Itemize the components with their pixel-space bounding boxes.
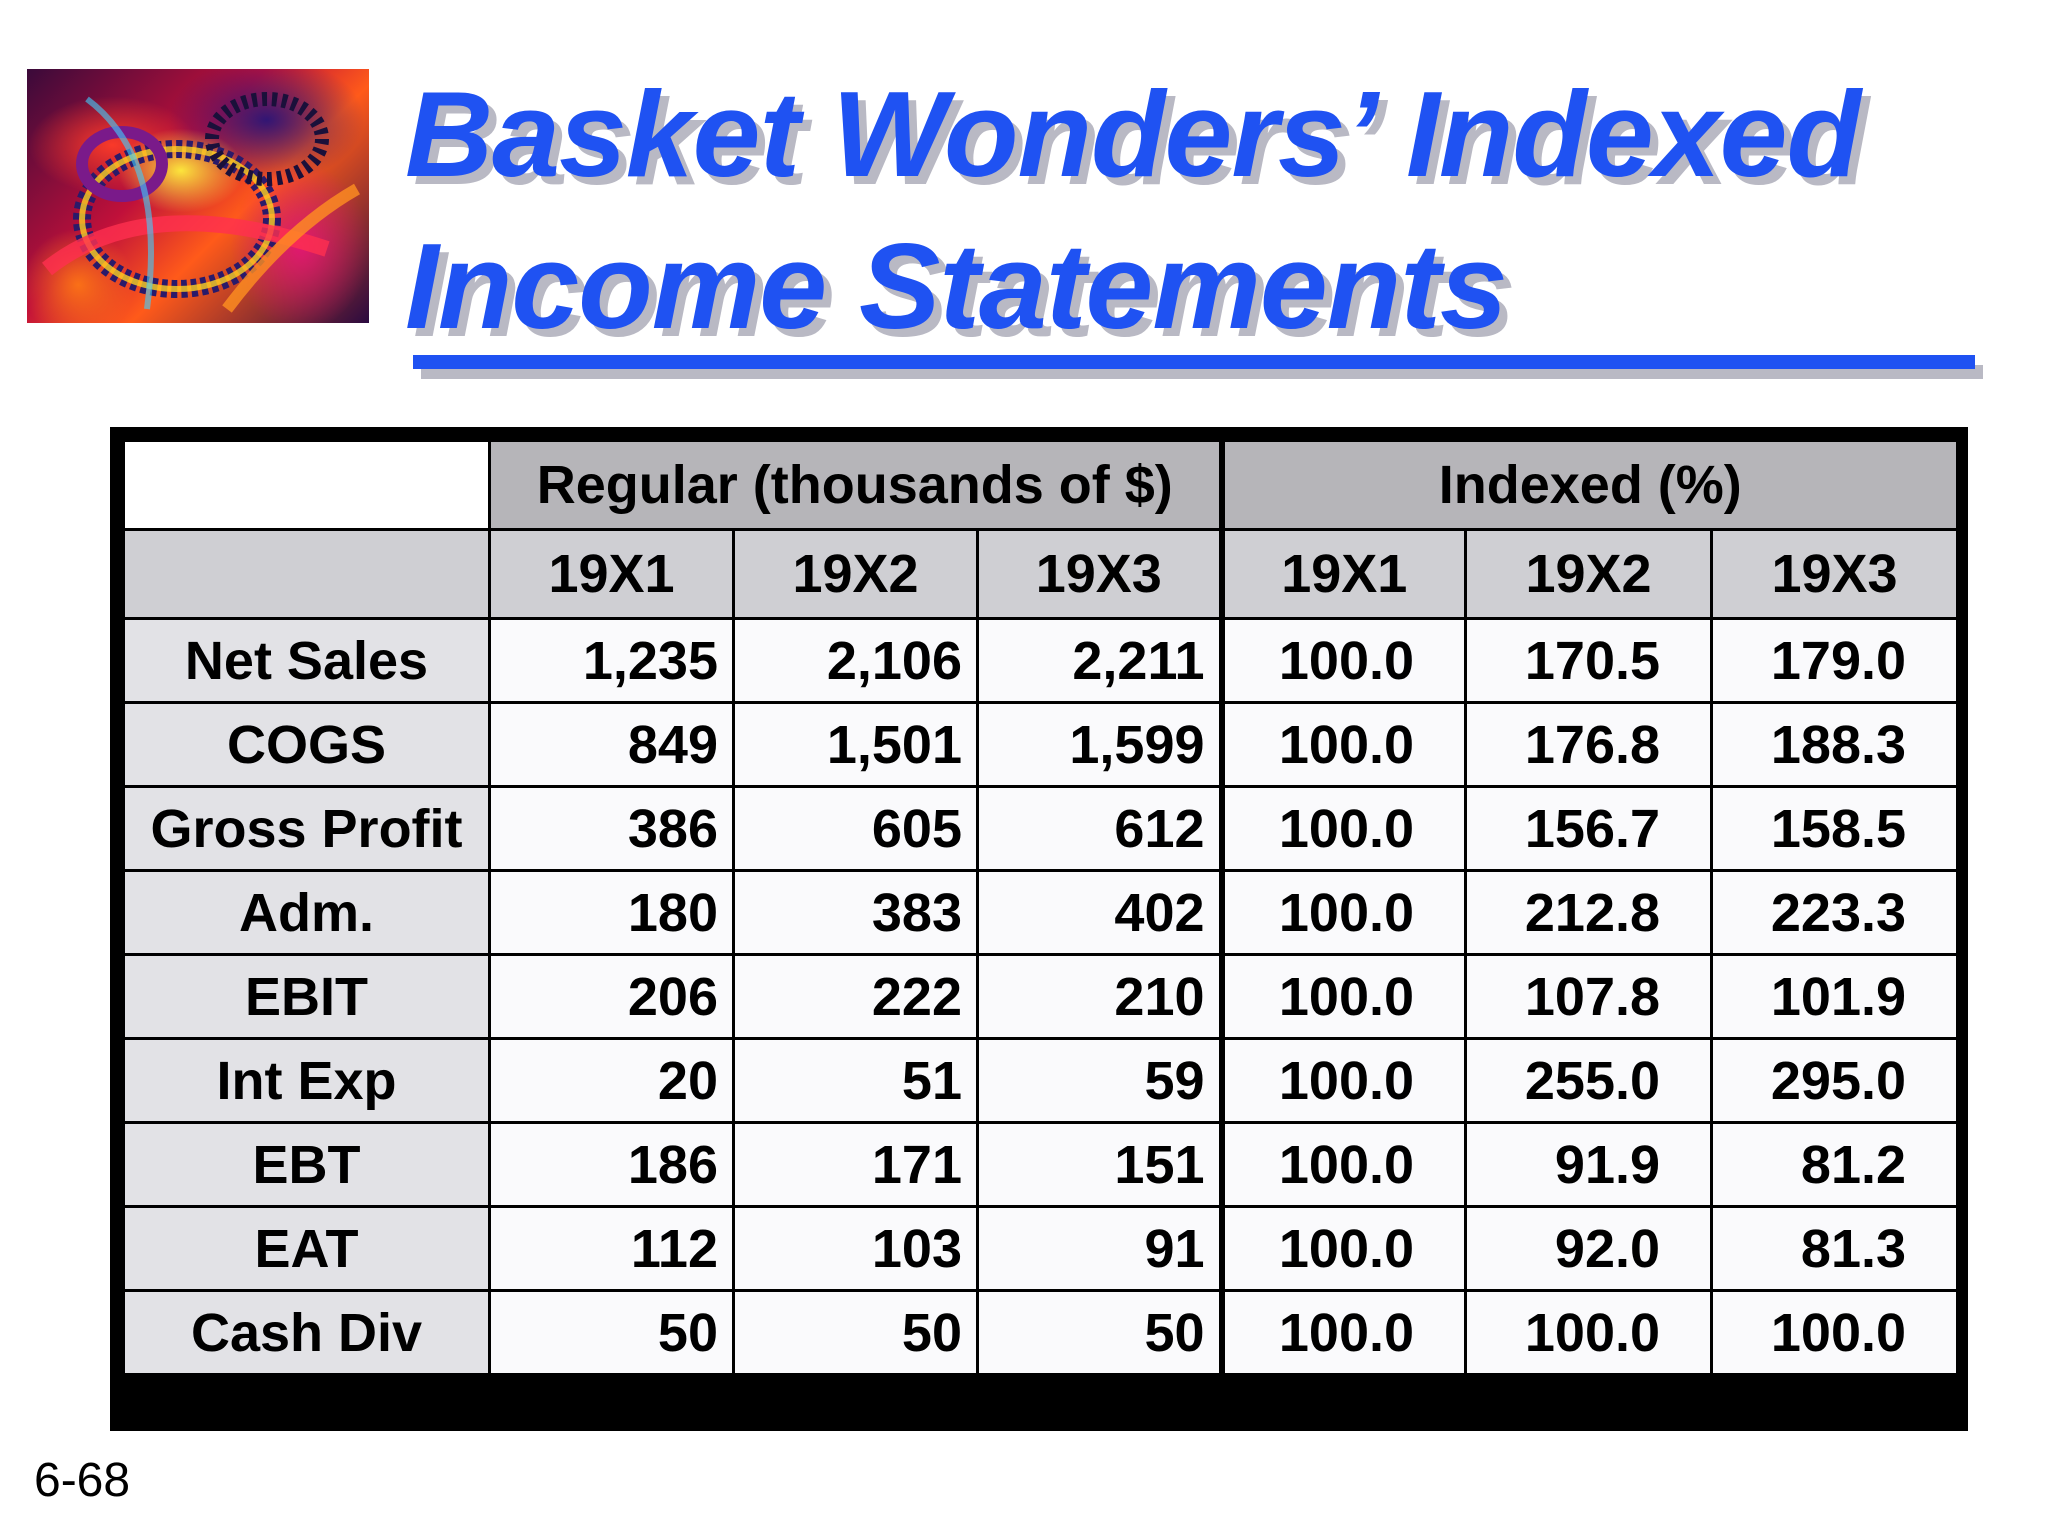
indexed-value: 81.2 [1712, 1123, 1958, 1207]
indexed-value: 156.7 [1466, 787, 1712, 871]
regular-value: 1,599 [978, 703, 1222, 787]
indexed-value: 107.8 [1466, 955, 1712, 1039]
regular-value: 91 [978, 1207, 1222, 1291]
regular-value: 50 [978, 1291, 1222, 1375]
regular-value: 50 [734, 1291, 978, 1375]
table-row [124, 787, 1958, 871]
regular-value: 1,235 [490, 619, 734, 703]
regular-value: 112 [490, 1207, 734, 1291]
regular-value: 612 [978, 787, 1222, 871]
table-row [124, 619, 1958, 703]
regular-value: 20 [490, 1039, 734, 1123]
indexed-value: 100.0 [1222, 703, 1466, 787]
indexed-value: 170.5 [1466, 619, 1712, 703]
table-row [124, 1123, 1958, 1207]
indexed-value: 176.8 [1466, 703, 1712, 787]
row-label: EAT [124, 1207, 490, 1291]
regular-value: 171 [734, 1123, 978, 1207]
regular-value: 2,106 [734, 619, 978, 703]
indexed-value: 100.0 [1712, 1291, 1958, 1375]
indexed-value: 100.0 [1222, 1207, 1466, 1291]
table-corner-cell [124, 441, 490, 530]
indexed-value: 158.5 [1712, 787, 1958, 871]
indexed-value: 255.0 [1466, 1039, 1712, 1123]
regular-value: 180 [490, 871, 734, 955]
row-label: Int Exp [124, 1039, 490, 1123]
regular-value: 222 [734, 955, 978, 1039]
indexed-value: 188.3 [1712, 703, 1958, 787]
indexed-value: 223.3 [1712, 871, 1958, 955]
table-row [124, 1291, 1958, 1375]
regular-value: 383 [734, 871, 978, 955]
year-header: 19X1 [490, 530, 734, 619]
regular-value: 51 [734, 1039, 978, 1123]
regular-value: 402 [978, 871, 1222, 955]
indexed-value: 100.0 [1222, 871, 1466, 955]
indexed-value: 92.0 [1466, 1207, 1712, 1291]
table-row [124, 955, 1958, 1039]
row-label: COGS [124, 703, 490, 787]
indexed-group-header: Indexed (%) [1222, 441, 1958, 530]
regular-value: 1,501 [734, 703, 978, 787]
regular-value: 210 [978, 955, 1222, 1039]
regular-value: 849 [490, 703, 734, 787]
indexed-value: 100.0 [1222, 619, 1466, 703]
regular-value: 206 [490, 955, 734, 1039]
group-header-row [124, 441, 1958, 530]
indexed-value: 91.9 [1466, 1123, 1712, 1207]
year-header: 19X3 [978, 530, 1222, 619]
indexed-value: 81.3 [1712, 1207, 1958, 1291]
indexed-value: 100.0 [1222, 1123, 1466, 1207]
regular-value: 151 [978, 1123, 1222, 1207]
regular-value: 59 [978, 1039, 1222, 1123]
indexed-value: 100.0 [1222, 1291, 1466, 1375]
slide-title-line2: Income Statements [405, 218, 1507, 354]
slide-title [405, 58, 2005, 362]
decorative-gears-image [27, 69, 369, 323]
indexed-value: 101.9 [1712, 955, 1958, 1039]
regular-value: 605 [734, 787, 978, 871]
row-label: Adm. [124, 871, 490, 955]
row-label: Cash Div [124, 1291, 490, 1375]
title-underline [413, 355, 1975, 369]
indexed-income-table [122, 439, 1959, 1376]
indexed-value: 212.8 [1466, 871, 1712, 955]
regular-value: 50 [490, 1291, 734, 1375]
year-header: 19X2 [1466, 530, 1712, 619]
regular-value: 2,211 [978, 619, 1222, 703]
indexed-value: 100.0 [1466, 1291, 1712, 1375]
row-label: Gross Profit [124, 787, 490, 871]
regular-value: 103 [734, 1207, 978, 1291]
indexed-value: 100.0 [1222, 787, 1466, 871]
table-row [124, 703, 1958, 787]
table-row [124, 1207, 1958, 1291]
table-row [124, 1039, 1958, 1123]
year-header: 19X2 [734, 530, 978, 619]
indexed-value: 100.0 [1222, 955, 1466, 1039]
year-header-row [124, 530, 1958, 619]
gears-illustration [27, 69, 369, 323]
indexed-value: 100.0 [1222, 1039, 1466, 1123]
slide-number: 6-68 [34, 1454, 131, 1507]
indexed-value: 179.0 [1712, 619, 1958, 703]
year-header: 19X1 [1222, 530, 1466, 619]
row-label: EBIT [124, 955, 490, 1039]
regular-group-header: Regular (thousands of $) [490, 441, 1222, 530]
row-label: Net Sales [124, 619, 490, 703]
table-row [124, 871, 1958, 955]
regular-value: 386 [490, 787, 734, 871]
row-label: EBT [124, 1123, 490, 1207]
regular-value: 186 [490, 1123, 734, 1207]
indexed-value: 295.0 [1712, 1039, 1958, 1123]
slide-title-line1: Basket Wonders’ Indexed [405, 66, 1860, 202]
year-header: 19X3 [1712, 530, 1958, 619]
year-header-corner [124, 530, 490, 619]
